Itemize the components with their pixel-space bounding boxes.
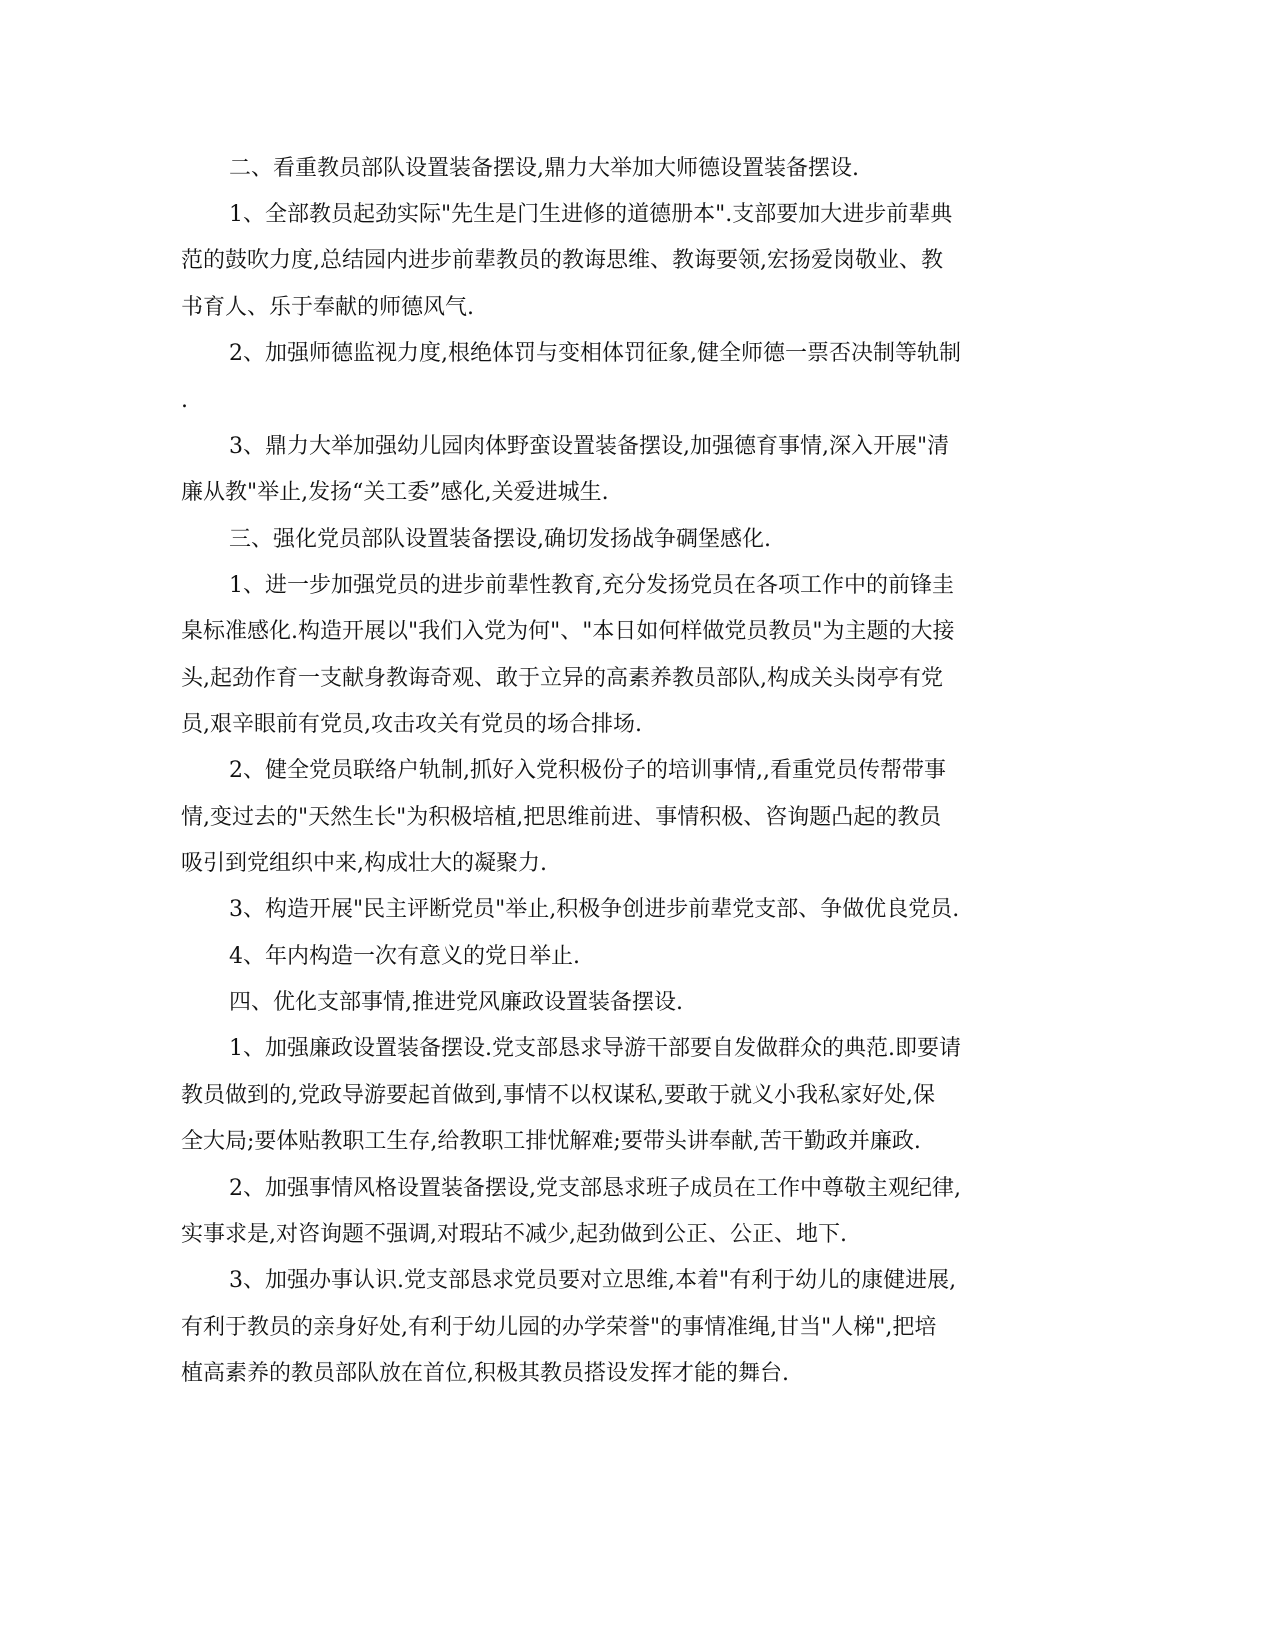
paragraph-line: 三、强化党员部队设置装备摆设,确切发扬战争碉堡感化. xyxy=(229,527,771,552)
paragraph-line: 2、加强师德监视力度,根绝体罚与变相体罚征象,健全师德一票否决制等轨制 xyxy=(229,341,961,366)
paragraph-line: 1、全部教员起劲实际"先生是门生进修的道德册本".支部要加大进步前辈典 xyxy=(229,202,953,227)
paragraph-line: 范的鼓吹力度,总结园内进步前辈教员的教诲思维、教诲要领,宏扬爱岗敬业、教 xyxy=(181,248,943,273)
paragraph-line: 3、加强办事认识.党支部恳求党员要对立思维,本着"有利于幼儿的康健进展, xyxy=(229,1268,957,1293)
paragraph-line: 全大局;要体贴教职工生存,给教职工排忧解难;要带头讲奉献,苦干勤政并廉政. xyxy=(181,1129,921,1154)
paragraph-line: 二、看重教员部队设置装备摆设,鼎力大举加大师德设置装备摆设. xyxy=(229,156,859,181)
paragraph-line: 四、优化支部事情,推进党风廉政设置装备摆设. xyxy=(229,990,683,1015)
paragraph-line: 员,艰辛眼前有党员,攻击攻关有党员的场合排场. xyxy=(181,712,642,737)
paragraph-line: 书育人、乐于奉献的师德风气. xyxy=(181,295,474,320)
paragraph-line: 3、鼎力大举加强幼儿园肉体野蛮设置装备摆设,加强德育事情,深入开展"清 xyxy=(229,434,950,459)
paragraph-line: 4、年内构造一次有意义的党日举止. xyxy=(229,944,580,969)
paragraph-line: 头,起劲作育一支献身教诲奇观、敢于立异的高素养教员部队,构成关头岗亭有党 xyxy=(181,666,943,691)
paragraph-line: 2、加强事情风格设置装备摆设,党支部恳求班子成员在工作中尊敬主观纪律, xyxy=(229,1176,961,1201)
paragraph-line: 廉从教"举止,发扬“关工委”感化,关爱进城生. xyxy=(181,480,609,505)
paragraph-line: 臬标准感化.构造开展以"我们入党为何"、"本日如何样做党员教员"为主题的大接 xyxy=(181,619,955,644)
paragraph-line: 植高素养的教员部队放在首位,积极其教员搭设发挥才能的舞台. xyxy=(181,1361,789,1386)
paragraph-line: 有利于教员的亲身好处,有利于幼儿园的办学荣誉"的事情准绳,甘当"人梯",把培 xyxy=(181,1315,937,1340)
paragraph-line: 吸引到党组织中来,构成壮大的凝聚力. xyxy=(181,851,547,876)
paragraph-line: 情,变过去的"天然生长"为积极培植,把思维前进、事情积极、咨询题凸起的教员 xyxy=(181,805,942,830)
paragraph-line: 1、进一步加强党员的进步前辈性教育,充分发扬党员在各项工作中的前锋圭 xyxy=(229,573,954,598)
paragraph-line: 教员做到的,党政导游要起首做到,事情不以权谋私,要敢于就义小我私家好处,保 xyxy=(181,1083,935,1108)
paragraph-line: 实事求是,对咨询题不强调,对瑕玷不减少,起劲做到公正、公正、地下. xyxy=(181,1222,847,1247)
paragraph-line: . xyxy=(181,388,188,413)
paragraph-line: 2、健全党员联络户轨制,抓好入党积极份子的培训事情,,看重党员传帮带事 xyxy=(229,758,946,783)
paragraph-line: 1、加强廉政设置装备摆设.党支部恳求导游干部要自发做群众的典范.即要请 xyxy=(229,1036,961,1061)
paragraph-line: 3、构造开展"民主评断党员"举止,积极争创进步前辈党支部、争做优良党员. xyxy=(229,897,960,922)
